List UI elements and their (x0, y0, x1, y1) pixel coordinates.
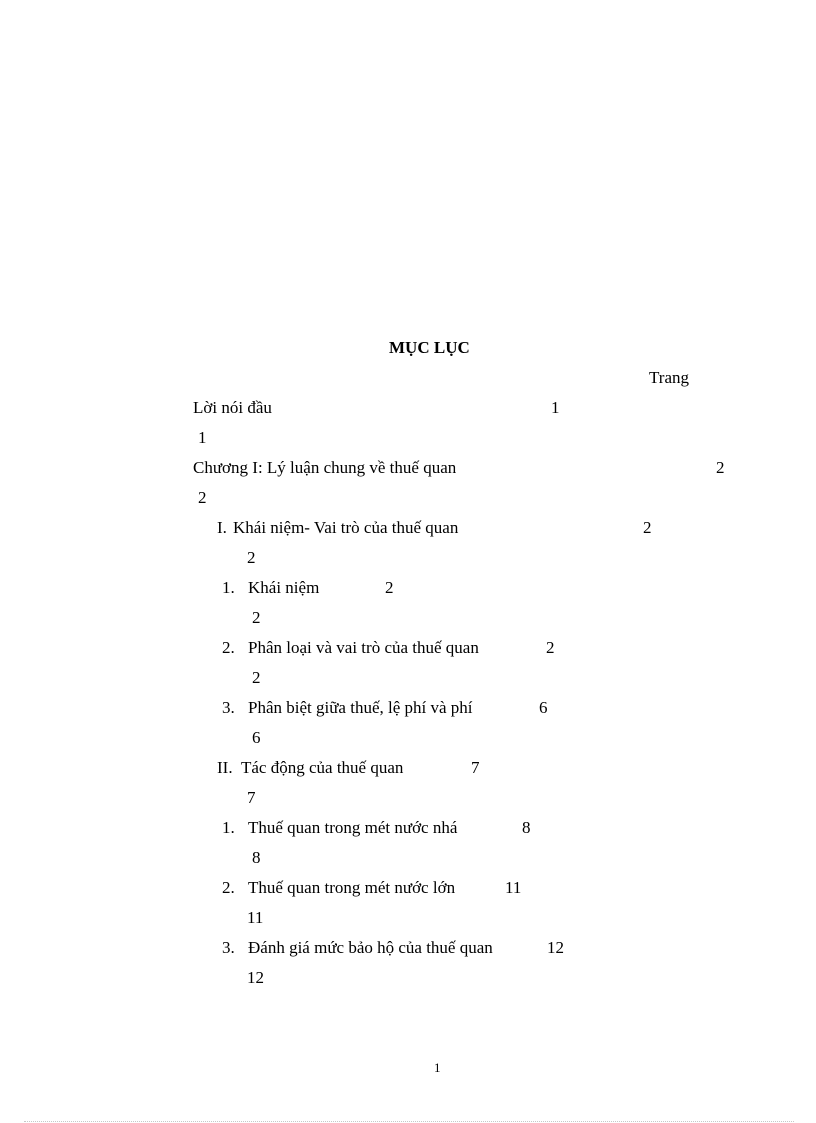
toc-entry-label: Khái niệm- Vai trò của thuế quan (233, 518, 459, 537)
toc-title: MỤC LỤC (389, 338, 470, 357)
toc-entry-label: Phân biệt giữa thuế, lệ phí và phí (248, 698, 473, 717)
toc-entry-number: 2. (222, 878, 235, 897)
toc-entry-page-repeat: 2 (247, 548, 256, 567)
toc-entry-label: Phân loại và vai trò của thuế quan (248, 638, 479, 657)
toc-entry-label: Tác động của thuế quan (241, 758, 404, 777)
toc-entry-page: 11 (505, 878, 522, 897)
toc-entry-number: 1. (222, 818, 235, 837)
toc-entry-page: 2 (716, 458, 725, 477)
toc-entry-page: 12 (547, 938, 564, 957)
toc-page-column-header: Trang (649, 368, 689, 387)
toc-entry-label: Khái niệm (248, 578, 320, 597)
toc-entry-label: Chương I: Lý luận chung về thuế quan (193, 458, 457, 477)
page-bottom-divider (24, 1121, 794, 1122)
toc-entry-label: Đánh giá mức bảo hộ của thuế quan (248, 938, 493, 957)
toc-entry-page-repeat: 2 (252, 608, 261, 627)
toc-entry-number: 1. (222, 578, 235, 597)
toc-entry-page-repeat: 11 (247, 908, 264, 927)
toc-entry-page-repeat: 6 (252, 728, 261, 747)
toc-entry-number: II. (217, 758, 233, 777)
toc-entry-page: 2 (546, 638, 555, 657)
toc-entry-number: I. (217, 518, 227, 537)
toc-entry-page-repeat: 2 (198, 488, 207, 507)
toc-entry-page-repeat: 12 (247, 968, 264, 987)
toc-entry-label: Thuế quan trong mét nước nhá (248, 818, 458, 837)
toc-entry-number: 3. (222, 698, 235, 717)
toc-entry-label: Lời nói đầu (193, 398, 272, 417)
toc-entry-page: 7 (471, 758, 480, 777)
toc-entry-number: 3. (222, 938, 235, 957)
toc-entry-page: 6 (539, 698, 548, 717)
toc-entry-number: 2. (222, 638, 235, 657)
toc-entry-page: 1 (551, 398, 560, 417)
toc-entry-page-repeat: 1 (198, 428, 207, 447)
toc-entry-label: Thuế quan trong mét nước lớn (248, 878, 456, 897)
toc-entry-page-repeat: 2 (252, 668, 261, 687)
toc-entry-page: 2 (643, 518, 652, 537)
toc-entry-page: 2 (385, 578, 394, 597)
toc-entry-page-repeat: 8 (252, 848, 261, 867)
toc-entry-page-repeat: 7 (247, 788, 256, 807)
footer-page-number: 1 (434, 1060, 441, 1075)
toc-entry-page: 8 (522, 818, 531, 837)
